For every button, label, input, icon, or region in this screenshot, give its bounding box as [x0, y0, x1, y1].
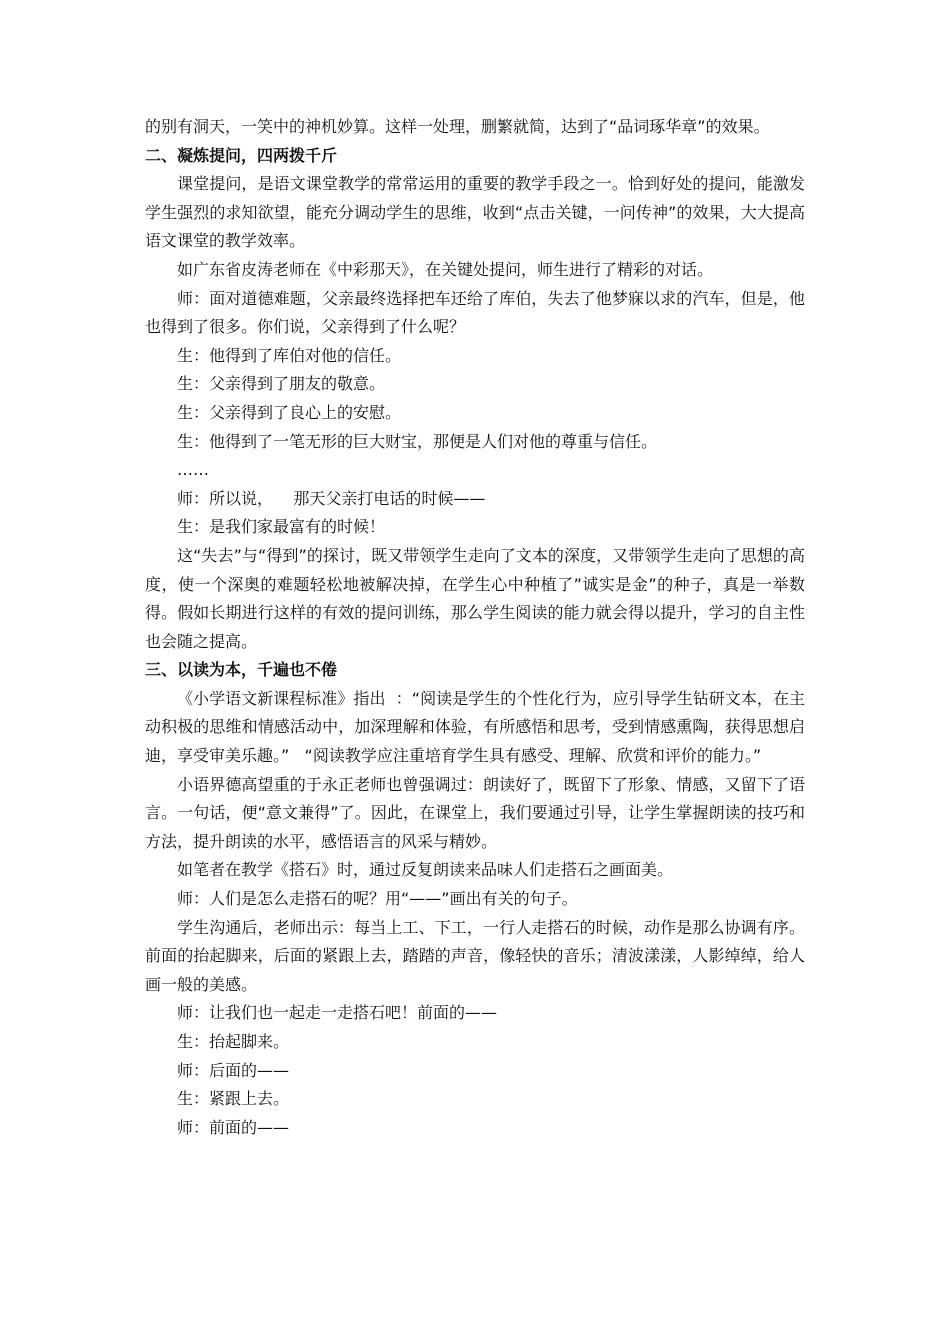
document-page [145, 113, 805, 1142]
paragraph: 如广东省皮涛老师在《中彩那天》，在关键处提问，师生进行了精彩的对话。 [177, 259, 714, 279]
paragraph-intro-continuation: 的别有洞天，一笑中的神机妙算。这样一处理，删繁就简，达到了“品词琢华章”的效果。 [145, 117, 770, 136]
dialogue-line: 生：是我们家最富有的时候！ [177, 517, 386, 537]
dialogue-line: 生：父亲得到了朋友的敬意。 [177, 374, 386, 394]
paragraph: 学生沟通后，老师出示：每当上工、下工，一行人走搭石的时候，动作是那么协调有序。前面的抬起脚来，后面的紧跟上去，踏踏的声音，像轻快的音乐；清波漾漾，人影绰绰，给人画一般的美感。 [145, 917, 805, 994]
paragraph: 小语界德高望重的于永正老师也曾强调过：朗读好了，既留下了形象、情感，又留下了语言。一句话，便“意文兼得”了。因此，在课堂上，我们要通过引导，让学生掌握朗读的技巧和方法，提升朗读的水平，感悟语言的风采与精妙。 [145, 774, 805, 851]
dialogue-line: 生：他得到了一笔无形的巨大财宝，那便是人们对他的尊重与信任。 [177, 431, 658, 451]
paragraph: 《小学语文新课程标准》指出 ：“阅读是学生的个性化行为，应引导学生钻研文本，在主动积极的思维和情感活动中，加深理解和体验，有所感悟和思考，受到情感熏陶，获得思想启迪，享受审美乐趣。” “阅读教学应注重培育学生具有感受、理解、欣赏和评价的能力。” [145, 688, 805, 766]
ellipsis: …… [177, 460, 209, 480]
dialogue-line: 师：让我们也一起走一走搭石吧！前面的—— [177, 1003, 498, 1023]
dialogue-line: 师：面对道德难题，父亲最终选择把车还给了库伯，失去了他梦寐以求的汽车，但是，他也得到了很多。你们说，父亲得到了什么呢？ [145, 288, 805, 337]
dialogue-line: 师：人们是怎么走搭石的呢？用“——”画出有关的句子。 [177, 889, 578, 909]
section-heading-3: 三、以读为本，千遍也不倦 [145, 660, 338, 680]
dialogue-line: 生：父亲得到了良心上的安慰。 [177, 402, 402, 422]
dialogue-line: 生：他得到了库伯对他的信任。 [177, 345, 402, 365]
section-heading-2: 二、凝炼提问，四两拨千斤 [145, 145, 338, 165]
paragraph: 如笔者在教学《搭石》时，通过反复朗读来品味人们走搭石之画面美。 [177, 860, 674, 880]
dialogue-line: 师：后面的—— [177, 1060, 290, 1080]
dialogue-line: 师：所以说， 那天父亲打电话的时候—— [177, 488, 486, 508]
paragraph: 这“失去”与“得到”的探讨，既又带领学生走向了文本的深度，又带领学生走向了思想的高度，使一个深奥的难题轻松地被解决掉，在学生心中种植了”诚实是金”的种子，真是一举数得。假如长期进行这样的有效的提问训练，那么学生阅读的能力就会得以提升，学习的自主性也会随之提高。 [145, 545, 805, 651]
paragraph: 课堂提问，是语文课堂教学的常常运用的重要的教学手段之一。恰到好处的提问，能激发学生强烈的求知欲望，能充分调动学生的思维，收到“点击关键，一问传神”的效果，大大提高语文课堂的教学效率。 [145, 174, 805, 251]
dialogue-line: 生：紧跟上去。 [177, 1089, 290, 1109]
dialogue-line: 师：前面的—— [177, 1117, 290, 1137]
dialogue-line: 生：抬起脚来。 [177, 1032, 290, 1051]
